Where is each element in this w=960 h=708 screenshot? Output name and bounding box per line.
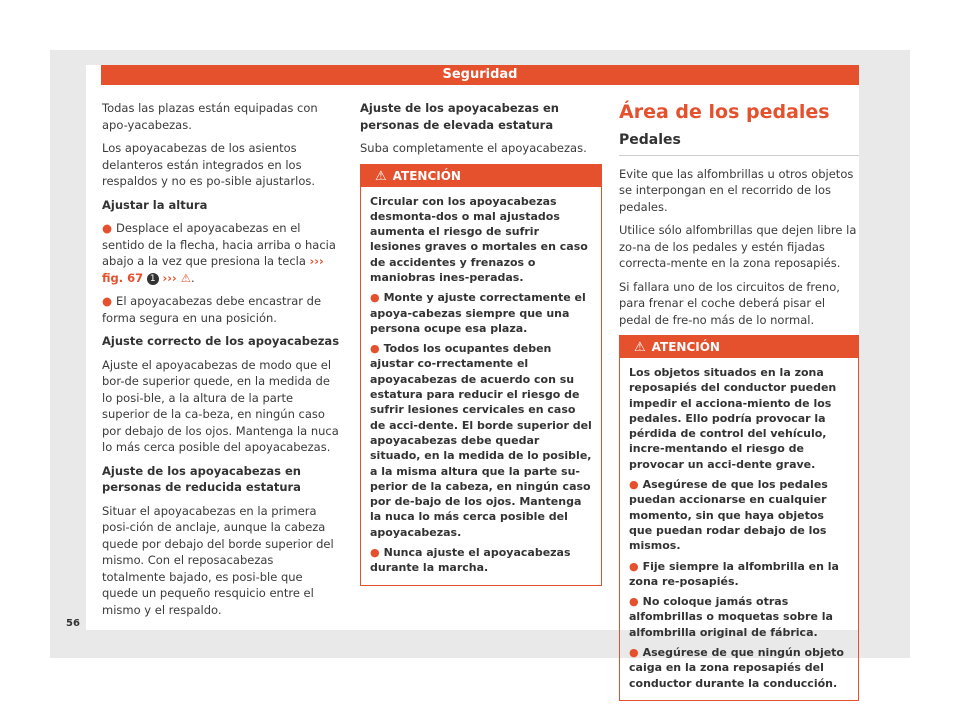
warning-body xyxy=(620,358,858,700)
warning-list-text: Todos los ocupantes deben ajustar co-rrectamente el apoyacabezas de acuerdo con su estatura para reducir el riesgo de sufrir lesiones cervicales en caso de acci-dente. El borde superior del apoyacabezas debe quedar situado, en la medida de lo posible, a la misma altura que la parte su-perior de la cabeza, en ningún caso por de-bajo de los ojos. Mantenga la nuca lo más cerca posible del apoyacabezas. xyxy=(370,342,592,539)
warning-text: Los objetos situados en la zona reposapiés del conductor pueden impedir el acciona-miento de los pedales. Ello podría provocar la pérdida de control del vehículo, incre-mentando el riesgo de provocar un acci-dente grave. xyxy=(629,366,837,471)
warning-list-item xyxy=(370,341,592,540)
column-2 xyxy=(360,100,602,586)
warning-body xyxy=(361,187,601,585)
link-arrows: ››› xyxy=(162,270,177,285)
warning-list-text: Monte y ajuste correctamente el apoya-cabezas siempre que una persona ocupe esa plaza. xyxy=(370,291,586,335)
column-1 xyxy=(102,100,340,625)
bullet-dot-icon: ● xyxy=(629,559,639,573)
warning-triangle-icon: ⚠ xyxy=(634,340,646,355)
warning-header xyxy=(361,165,601,187)
list-item-text: El apoyacabezas debe encastrar de forma segura en una posición. xyxy=(102,294,322,325)
warning-list-item xyxy=(370,545,592,576)
warning-list-item xyxy=(629,645,849,691)
warning-triangle-icon: ⚠ xyxy=(375,168,387,184)
paragraph: Los apoyacabezas de los asientos delanteros están integrados en los respaldos y no es po-sible ajustarlos. xyxy=(102,141,316,188)
bullet-dot-icon: ● xyxy=(629,478,639,492)
warning-header xyxy=(620,336,858,358)
list-item xyxy=(102,293,340,326)
warning-box xyxy=(360,164,602,586)
section-title: Área de los pedales xyxy=(619,101,830,123)
warning-list-item xyxy=(629,594,849,640)
heading: Ajuste correcto de los apoyacabezas xyxy=(102,334,340,348)
bullet-dot-icon: ● xyxy=(370,342,380,356)
warning-link[interactable] xyxy=(162,271,191,285)
paragraph: Situar el apoyacabezas en la primera posi-ción de anclaje, aunque la cabeza quede por debajo del borde superior del mismo. Con el reposacabezas totalmente bajado, es posi-ble que quede un pequeño resquicio entre el mismo y el respaldo. xyxy=(102,503,334,617)
bullet-dot-icon: ● xyxy=(102,221,113,235)
warning-list-text: No coloque jamás otras alfombrillas o moquetas sobre la alfombrilla original de fábrica. xyxy=(629,595,833,639)
bullet-dot-icon: ● xyxy=(370,291,380,305)
warning-list-item xyxy=(629,477,849,553)
warning-list-item xyxy=(370,290,592,336)
warning-text: Circular con los apoyacabezas desmonta-dos o mal ajustados aumenta el riesgo de sufrir lesiones graves o mortales en caso de accidentes y frenazos o maniobras ines-peradas. xyxy=(370,194,588,284)
page-number: 56 xyxy=(66,618,80,629)
callout-number: 1 xyxy=(147,273,159,285)
paragraph: Utilice sólo alfombrillas que dejen libre la zo-na de los pedales y estén fijadas correcta-mente en la zona reposapiés. xyxy=(619,223,857,270)
paragraph: Evite que las alfombrillas u otros objetos se interpongan en el recorrido de los pedales. xyxy=(619,166,854,214)
column-3 xyxy=(619,100,859,701)
paragraph: Si fallara uno de los circuitos de freno, para frenar el coche deberá pisar el pedal de fre-no más de lo normal. xyxy=(619,279,840,327)
warning-title: ATENCIÓN xyxy=(392,168,461,183)
bullet-dot-icon: ● xyxy=(629,646,639,660)
list-item: ● Desplace el apoyacabezas en el sentido de la flecha, hacia arriba o hacia abajo a la vez que presiona la tecla ››› fig. 67 1 ››› ⚠. xyxy=(102,221,336,285)
warning-list-text: Fije siempre la alfombrilla en la zona re-posapiés. xyxy=(629,559,839,588)
paragraph: Suba completamente el apoyacabezas. xyxy=(360,141,587,155)
paragraph: Todas las plazas están equipadas con apo-yacabezas. xyxy=(102,101,318,132)
heading: Ajuste de los apoyacabezas en personas de elevada estatura xyxy=(360,101,559,132)
section-subtitle: Pedales xyxy=(619,132,859,156)
warning-triangle-icon: ⚠ xyxy=(180,270,191,285)
warning-title: ATENCIÓN xyxy=(651,340,720,354)
warning-list-text: Asegúrese de que los pedales puedan accionarse en cualquier momento, sin que haya objetos que puedan rodar debajo de los mismos. xyxy=(629,478,828,553)
paragraph: Ajuste el apoyacabezas de modo que el bor-de superior quede, en la medida de lo posi-ble, a la altura de la parte superior de la ca-beza, en ningún caso por debajo de los ojos. Mantenga la nuca lo más cerca posible del apoyacabezas. xyxy=(102,357,339,454)
warning-list-text: Nunca ajuste el apoyacabezas durante la marcha. xyxy=(370,546,571,575)
heading: Ajuste de los apoyacabezas en personas de reducida estatura xyxy=(102,463,301,494)
warning-list-text: Asegúrese de que ningún objeto caiga en la zona reposapiés del conductor durante la conducción. xyxy=(629,646,844,690)
list-item-text: Desplace el apoyacabezas en el sentido de la flecha, hacia arriba o hacia abajo a la vez que presiona la tecla xyxy=(102,221,336,268)
bullet-dot-icon: ● xyxy=(102,294,113,308)
bullet-dot-icon: ● xyxy=(370,546,380,560)
heading: Ajustar la altura xyxy=(102,197,208,212)
warning-box xyxy=(619,335,859,701)
section-banner: Seguridad xyxy=(101,65,859,85)
warning-list-item xyxy=(629,559,849,590)
bullet-dot-icon: ● xyxy=(629,595,639,609)
figure-link[interactable]: ››› fig. 67 xyxy=(102,254,324,285)
